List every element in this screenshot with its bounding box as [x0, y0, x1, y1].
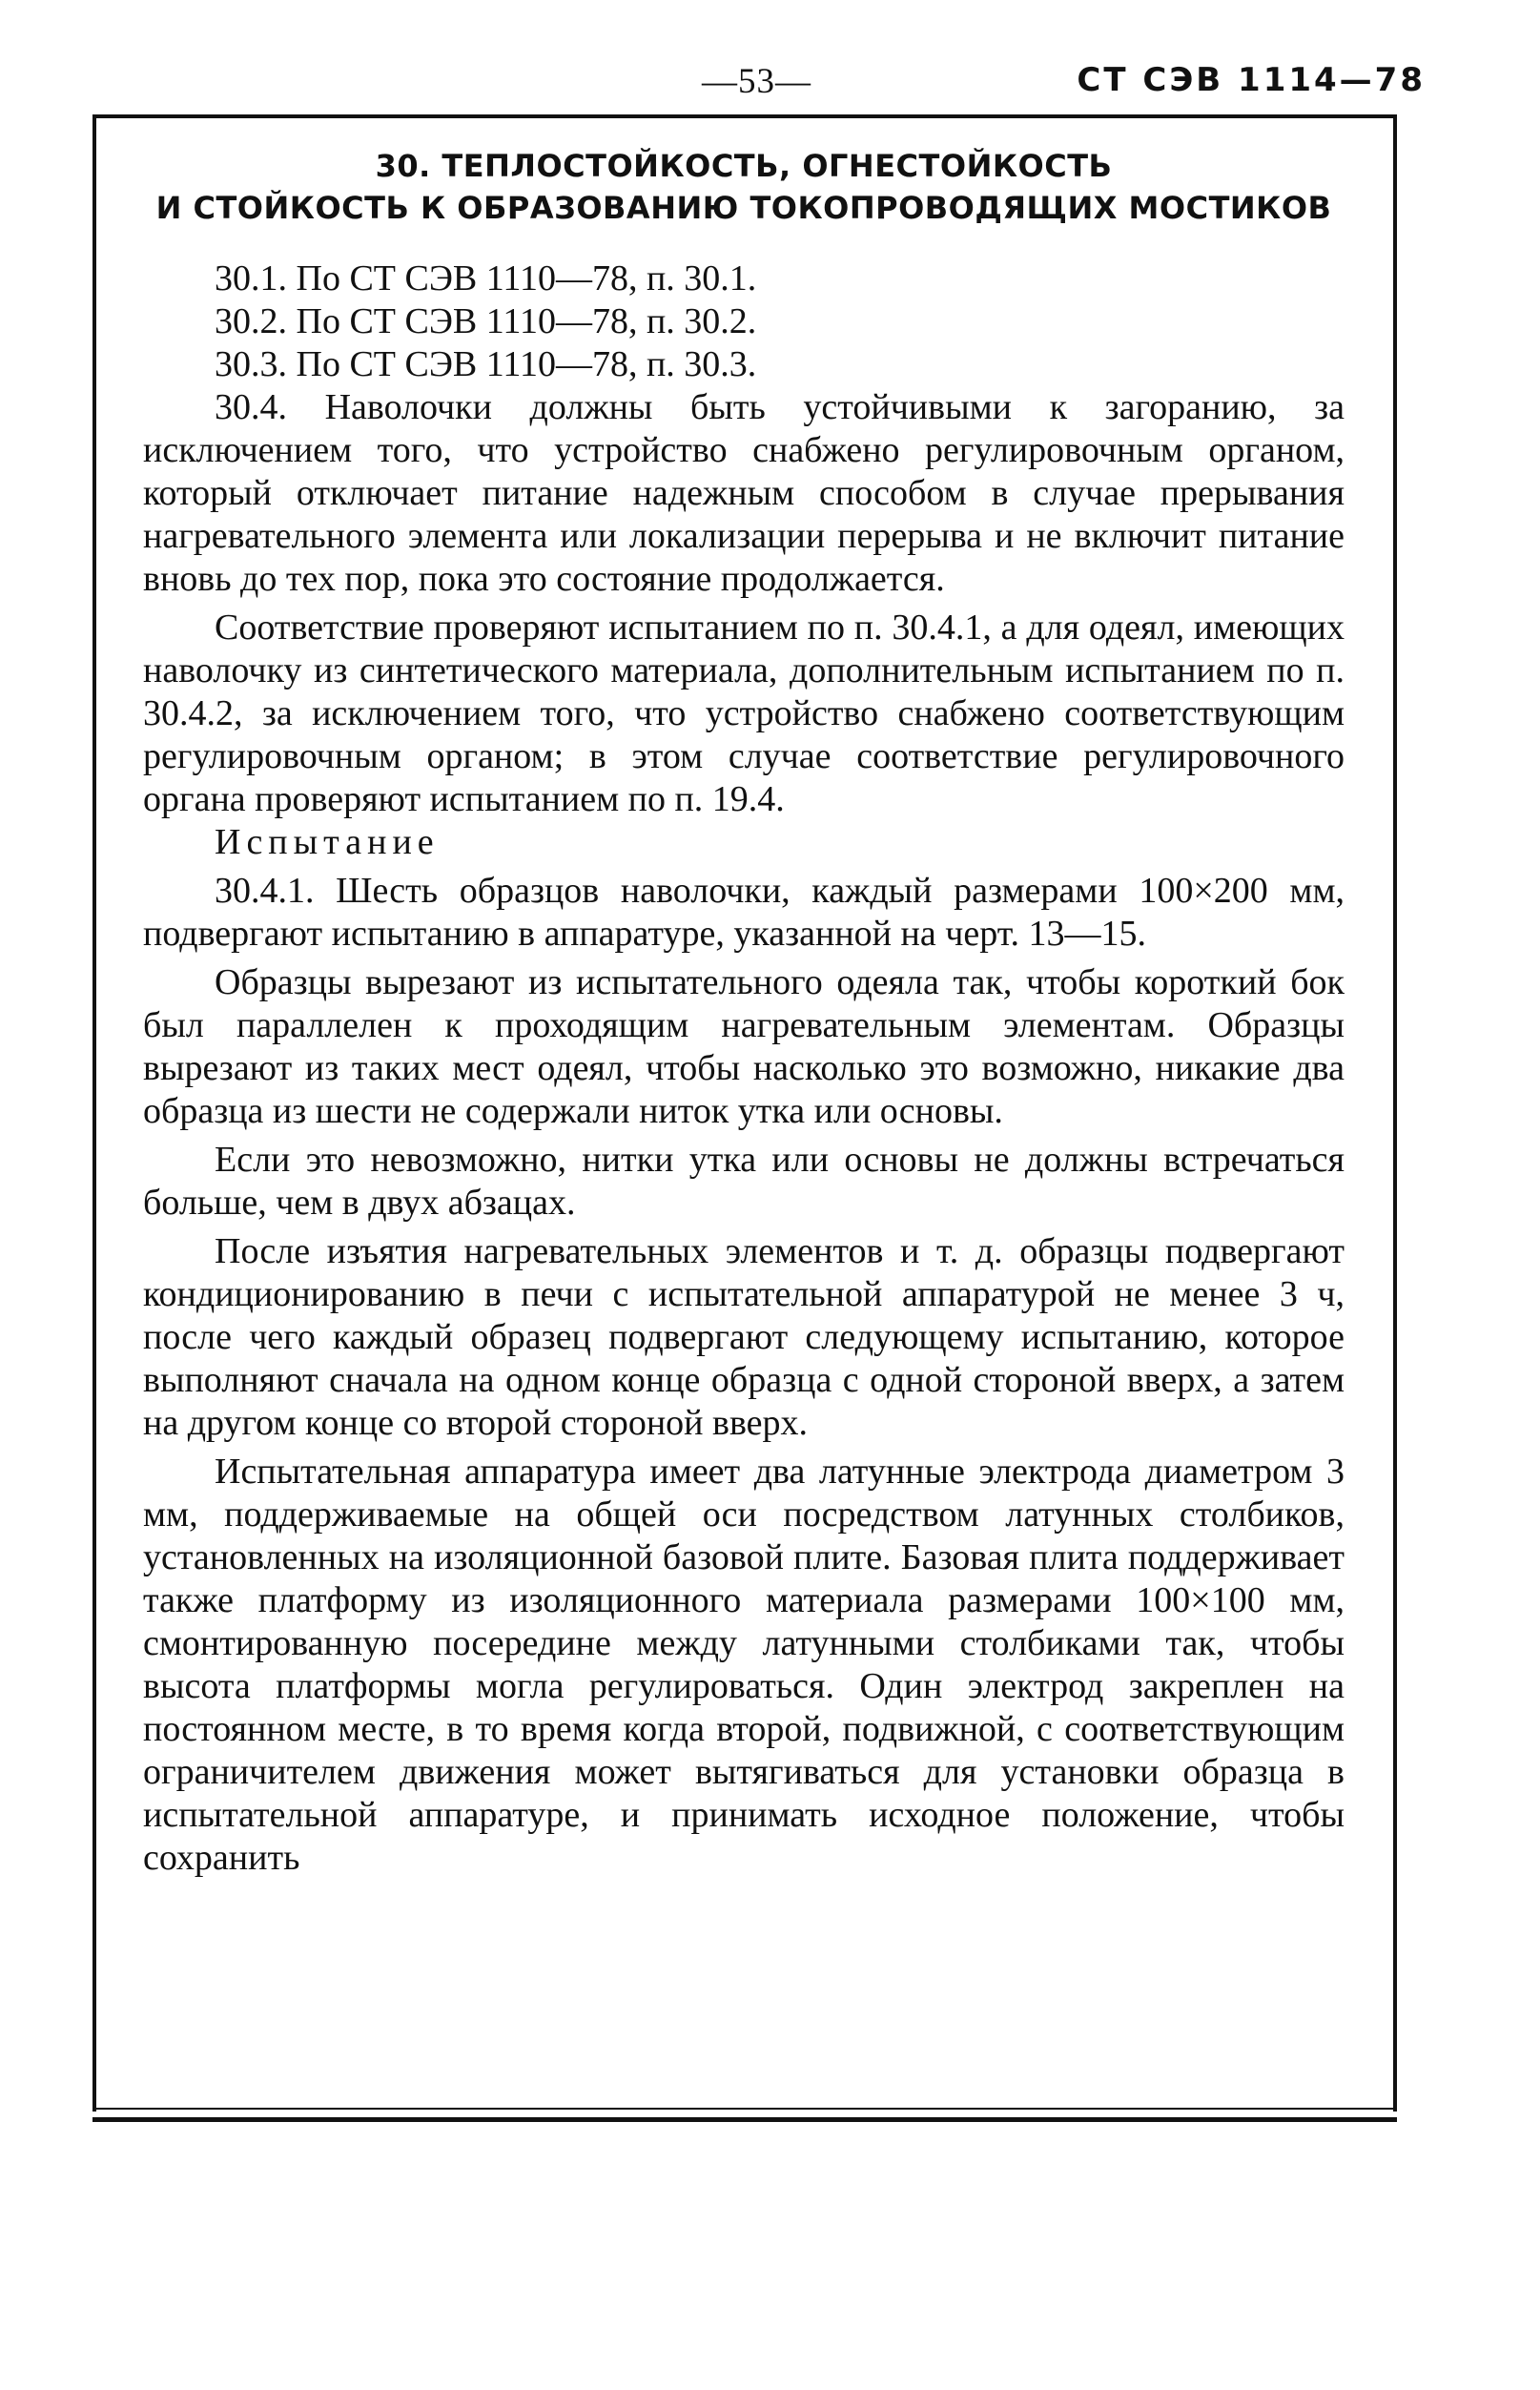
clause-30-3: 30.3. По СТ СЭВ 1110—78, п. 30.3. — [215, 344, 757, 384]
page-number: —53— — [702, 62, 811, 101]
section-title-line-2: И СТОЙКОСТЬ К ОБРАЗОВАНИЮ ТОКОПРОВОДЯЩИХ МОСТИКОВ — [155, 190, 1332, 226]
clause-30-2: 30.2. По СТ СЭВ 1110—78, п. 30.2. — [215, 301, 757, 341]
document-code: СТ СЭВ 1114—78 — [1077, 61, 1426, 99]
clause-30-1: 30.1. По СТ СЭВ 1110—78, п. 30.1. — [215, 258, 757, 299]
samples-cut-paragraph: Образцы вырезают из испытательного одеяла так, чтобы короткий бок был параллелен к проходящим нагревательным элементам. Образцы вырезают из таких мест одеял, чтобы насколько это возможно, никакие два образца из шести не содержали ниток утка или основы. — [143, 962, 1345, 1131]
compliance-paragraph: Соответствие проверяют испытанием по п. 30.4.1, а для одеял, имеющих наволочку из синтетического материала, дополнительным испытанием по п. 30.4.2, за исключением того, что устройство снабжено соответствующим регулировочным органом; в этом случае соответствие регулировочного органа проверяют испытанием по п. 19.4. — [143, 608, 1345, 819]
threads-paragraph: Если это невозможно, нитки утка или основы не должны встречаться больше, чем в двух абзацах. — [143, 1140, 1345, 1223]
clause-30-4: 30.4. Наволочки должны быть устойчивыми к загоранию, за исключением того, что устройство снабжено регулировочным органом, который отключает питание надежным способом в случае прерывания нагревательного элемента или локализации перерыва и не включит питание вновь до тех пор, пока это состояние продолжается. — [143, 387, 1345, 599]
conditioning-paragraph: После изъятия нагревательных элементов и т. д. образцы подвергают кондиционированию в печи с испытательной аппаратурой не менее 3 ч, после чего каждый образец подвергают следующему испытанию, которое выполняют сначала на одном конце образца с одной стороной вверх, а затем на другом конце со второй стороной вверх. — [143, 1231, 1345, 1443]
bottom-rule — [92, 2117, 1397, 2122]
section-title-line-1: 30. ТЕПЛОСТОЙКОСТЬ, ОГНЕСТОЙКОСТЬ — [375, 148, 1113, 184]
apparatus-paragraph: Испытательная аппаратура имеет два латунные электрода диаметром 3 мм, поддерживаемые на общей оси посредством латунных столбиков, установленных на изоляционной базовой плите. Базовая плита поддерживает также платформу из изоляционного материала размерами 100×100 мм, смонтированную посередине между латунными столбиками так, чтобы высота платформы могла регулироваться. Один электрод закреплен на постоянном месте, в то время когда второй, подвижной, с соответствующим ограничителем движения может вытягиваться для установки образца в испытательной аппаратуре, и принимать исходное положение, чтобы сохранить — [143, 1452, 1345, 1878]
clause-30-4-1: 30.4.1. Шесть образцов наволочки, каждый размерами 100×200 мм, подвергают испытанию в аппаратуре, указанной на черт. 13—15. — [143, 871, 1345, 954]
bottom-rule-thin — [92, 2108, 1397, 2110]
test-subheading: Испытание — [215, 822, 440, 862]
section-title — [143, 145, 1345, 229]
page-content — [143, 145, 1345, 1880]
